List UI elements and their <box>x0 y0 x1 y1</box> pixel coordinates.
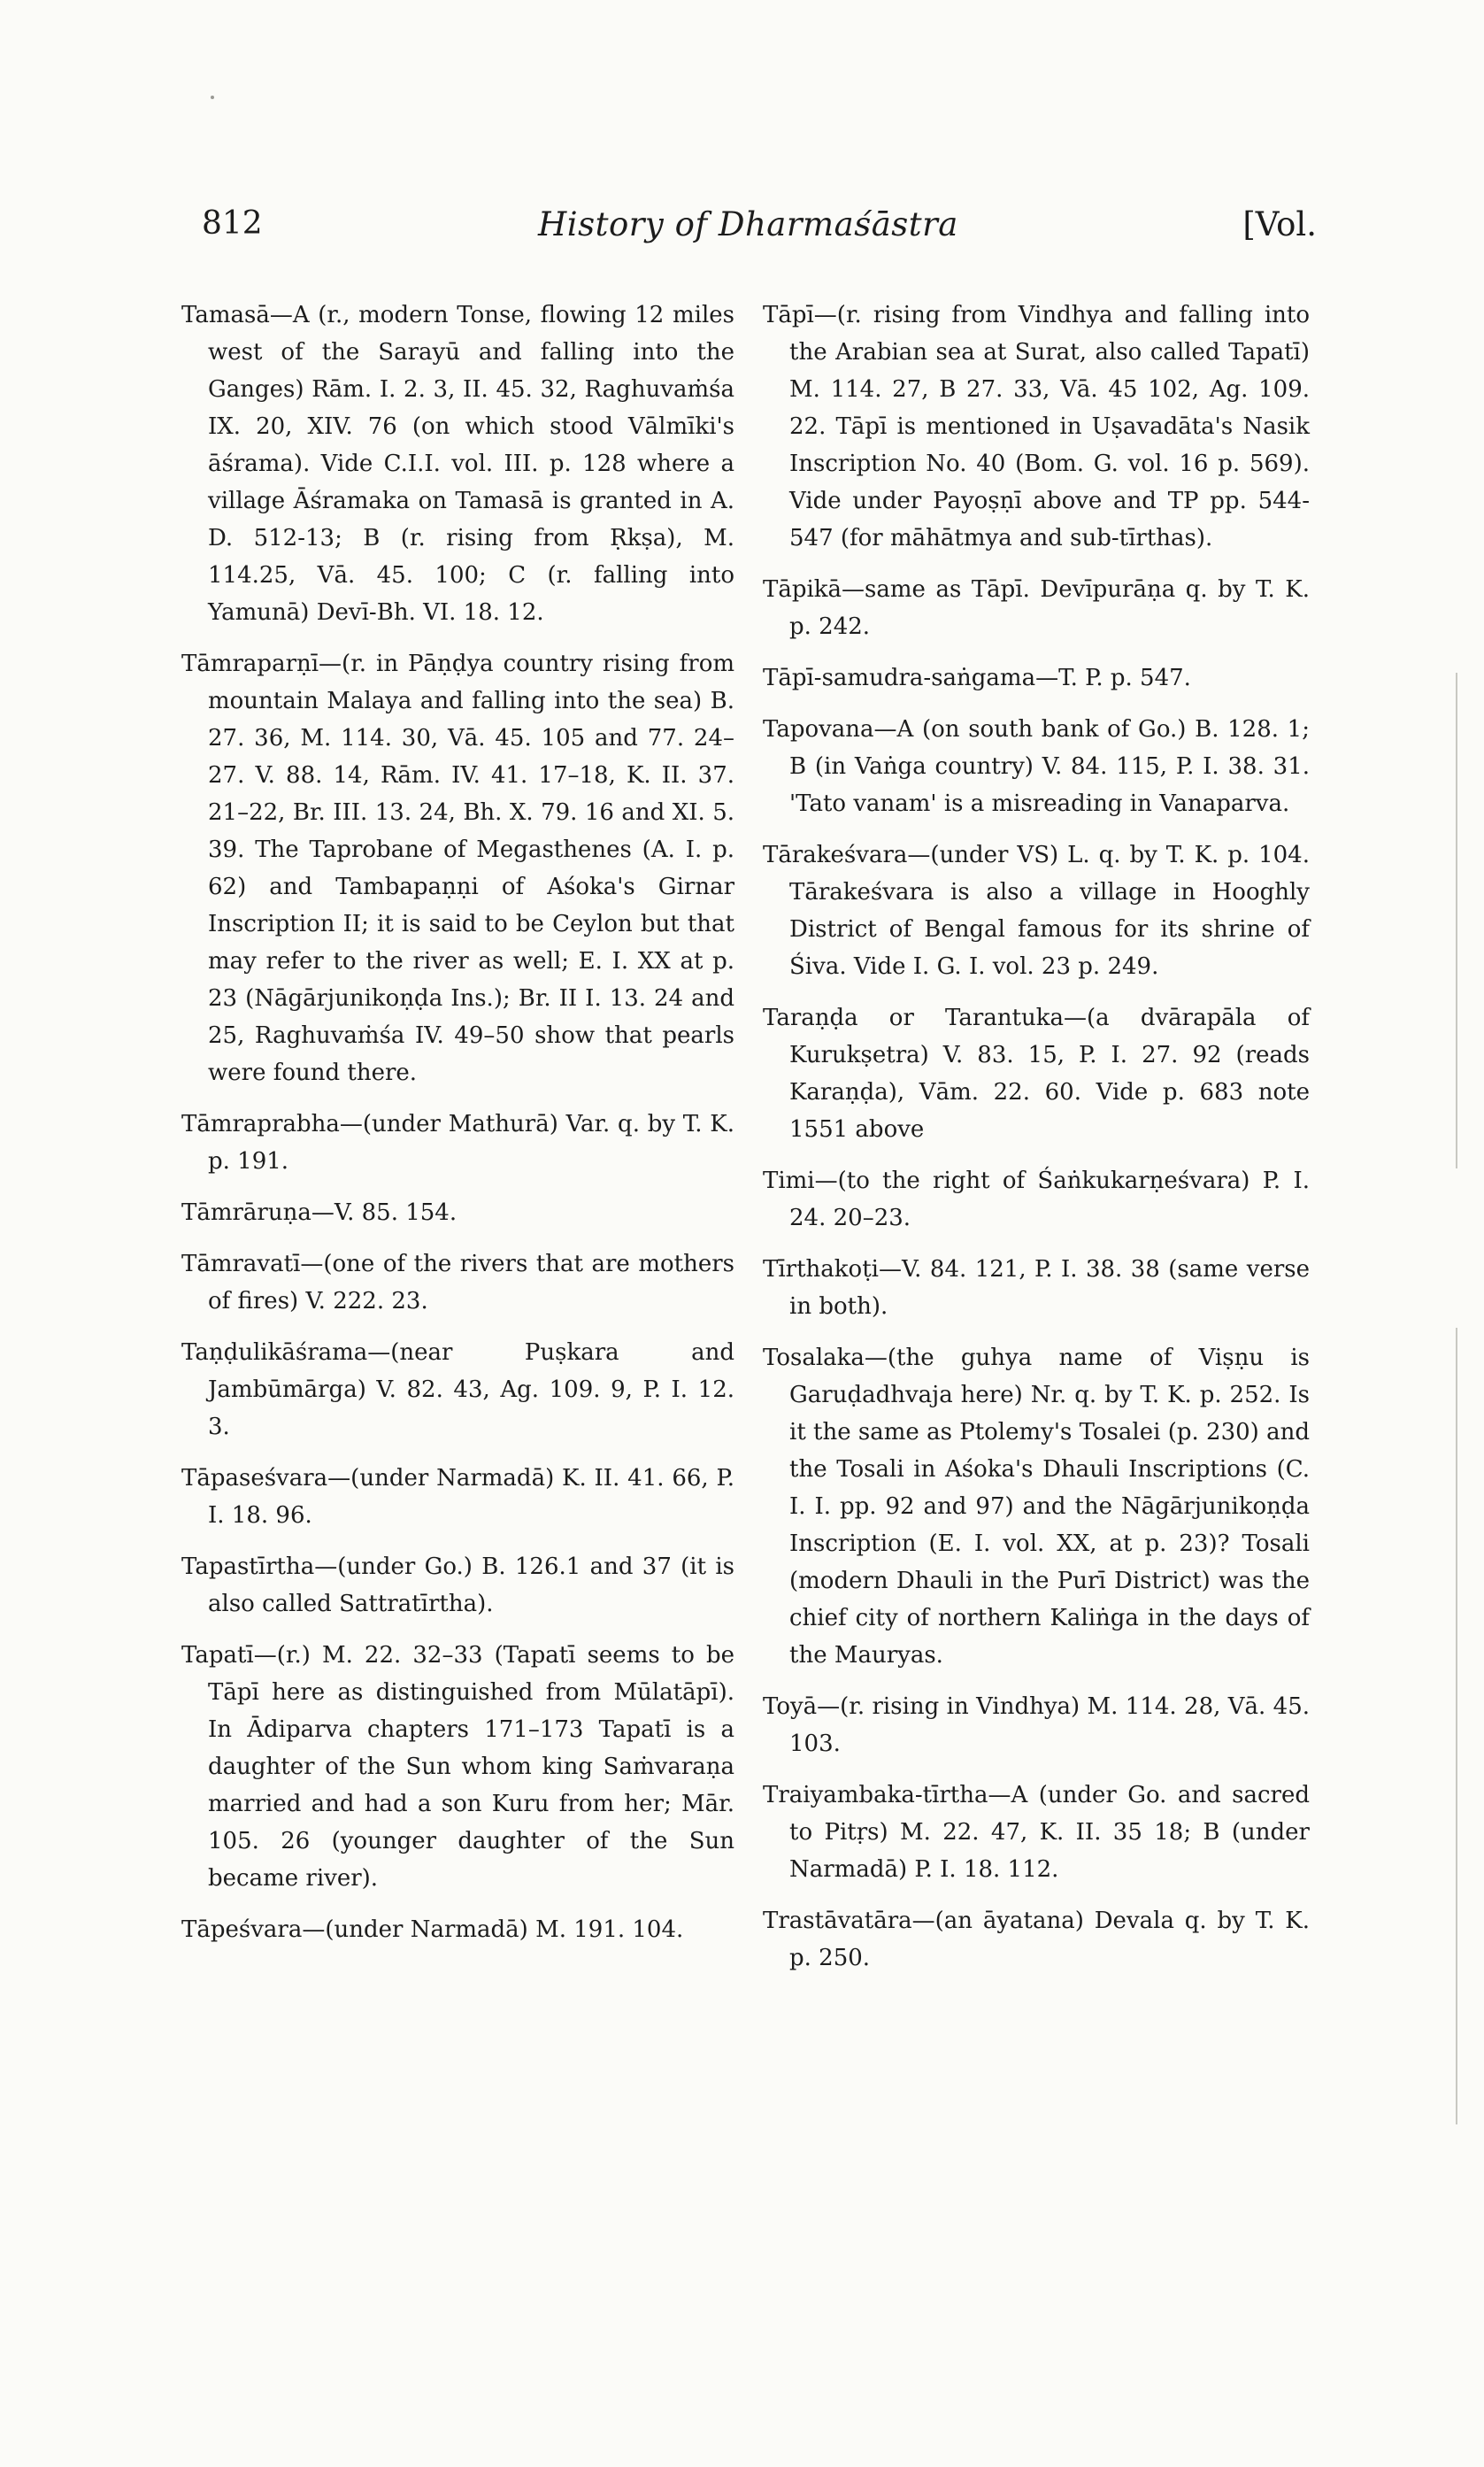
entry-tapika: Tāpikā—same as Tāpī. Devīpurāṇa q. by T. K. p. 242. <box>763 576 1310 640</box>
entry-toya: Toyā—(r. rising in Vindhya) M. 114. 28, Vā. 45. 103. <box>763 1693 1310 1757</box>
entry-tapi-samudra-sangama: Tāpī-samudra-saṅgama—T. P. p. 547. <box>763 665 1191 691</box>
page-number: 812 <box>202 205 263 242</box>
page-header <box>202 205 1317 258</box>
left-column <box>181 297 734 1962</box>
entry-tamravati: Tāmravatī—(one of the rivers that are mothers of fires) V. 222. 23. <box>181 1251 734 1314</box>
entry-tapovana: Tapovana—A (on south bank of Go.) B. 128. 1; B (in Vaṅga country) V. 84. 115, P. I. 38. 31. 'Tato vanam' is a misreading in Vanaparva. <box>763 716 1310 817</box>
entry-tapi: Tāpī—(r. rising from Vindhya and falling into the Arabian sea at Surat, also called Tapatī) M. 114. 27, B 27. 33, Vā. 45 102, Ag. 109. 22. Tāpī is mentioned in Uṣavadāta's Nasik Inscription No. 40 (Bom. G. vol. 16 p. 569). Vide under Payoṣṇī above and TP pp. 544-547 (for māhātmya and sub-tīrthas). <box>763 302 1310 551</box>
scan-speck <box>211 96 214 99</box>
entry-tapati: Tapatī—(r.) M. 22. 32–33 (Tapatī seems to be Tāpī here as distinguished from Mūlatāpī). In Ādiparva chapters 171–173 Tapatī is a daughter of the Sun whom king Saṁvaraṇa married and had a son Kuru from her; Mār. 105. 26 (younger daughter of the Sun became river). <box>181 1642 734 1892</box>
entry-tamraruna: Tāmrāruṇa—V. 85. 154. <box>181 1199 458 1226</box>
entry-tarakesvara: Tārakeśvara—(under VS) L. q. by T. K. p. 104. Tārakeśvara is also a village in Hooghly District of Bengal famous for its shrine of Śiva. Vide I. G. I. vol. 23 p. 249. <box>763 842 1310 980</box>
entry-timi: Timi—(to the right of Śaṅkukarṇeśvara) P. I. 24. 20–23. <box>763 1168 1310 1231</box>
entry-tapasesvara: Tāpaseśvara—(under Narmadā) K. II. 41. 66, P. I. 18. 96. <box>181 1465 734 1529</box>
entry-traiyambaka-tirtha: Traiyambaka-tīrtha—A (under Go. and sacred to Pitṛs) M. 22. 47, K. II. 35 18; B (under Narmadā) P. I. 18. 112. <box>763 1782 1310 1883</box>
entry-trastavatara: Trastāvatāra—(an āyatana) Devala q. by T. K. p. 250. <box>763 1908 1310 1971</box>
entry-tosalaka: Tosalaka—(the guhya name of Viṣṇu is Garuḍadhvaja here) Nr. q. by T. K. p. 252. Is it the same as Ptolemy's Tosalei (p. 230) and the Tosali in Aśoka's Dhauli Inscriptions (C. I. I. pp. 92 and 97) and the Nāgārjunikoṇḍa Inscription (E. I. vol. XX, at p. 23)? Tosali (modern Dhauli in the Purī District) was the chief city of northern Kaliṅga in the days of the Mauryas. <box>763 1345 1310 1669</box>
right-column <box>763 297 1310 1991</box>
entry-tandulikasrama: Taṇḍulikāśrama—(near Puṣkara and Jambūmārga) V. 82. 43, Ag. 109. 9, P. I. 12. 3. <box>181 1339 734 1440</box>
entry-tamasa: Tamasā—A (r., modern Tonse, flowing 12 miles west of the Sarayū and falling into the Ganges) Rām. I. 2. 3, II. 45. 32, Raghuvaṁśa IX. 20, XIV. 76 (on which stood Vālmīki's āśrama). Vide C.I.I. vol. III. p. 128 where a village Āśramaka on Tamasā is granted in A. D. 512-13; B (r. rising from Ṛkṣa), M. 114.25, Vā. 45. 100; C (r. falling into Yamunā) Devī-Bh. VI. 18. 12. <box>181 302 734 626</box>
entry-taranda: Taraṇḍa or Tarantuka—(a dvārapāla of Kurukṣetra) V. 83. 15, P. I. 27. 92 (reads Karaṇḍa), Vām. 22. 60. Vide p. 683 note 1551 above <box>763 1005 1310 1143</box>
scan-edge-line <box>1456 1328 1457 2124</box>
scan-edge-line <box>1456 673 1457 1168</box>
entry-tapesvara: Tāpeśvara—(under Narmadā) M. 191. 104. <box>181 1916 684 1943</box>
volume-label: [Vol. <box>1242 205 1317 243</box>
entry-tamraparni: Tāmraparṇī—(r. in Pāṇḍya country rising from mountain Malaya and falling into the sea) B. 27. 36, M. 114. 30, Vā. 45. 105 and 77. 24–27. V. 88. 14, Rām. IV. 41. 17–18, K. II. 37. 21–22, Br. III. 13. 24, Bh. X. 79. 16 and XI. 5. 39. The Taprobane of Megasthenes (A. I. p. 62) and Tambapaṇṇi of Aśoka's Girnar Inscription II; it is said to be Ceylon but that may refer to the river as well; E. I. XX at p. 23 (Nāgārjunikoṇḍa Ins.); Br. II I. 13. 24 and 25, Raghuvaṁśa IV. 49–50 show that pearls were found there. <box>181 651 734 1086</box>
running-title: History of Dharmaśāstra <box>538 205 958 243</box>
entry-tirthakoti: Tīrthakoṭi—V. 84. 121, P. I. 38. 38 (same verse in both). <box>763 1256 1310 1320</box>
entry-tamraprabha: Tāmraprabha—(under Mathurā) Var. q. by T. K. p. 191. <box>181 1111 734 1175</box>
entry-tapastirtha: Tapastīrtha—(under Go.) B. 126.1 and 37 (it is also called Sattratīrtha). <box>181 1553 734 1617</box>
